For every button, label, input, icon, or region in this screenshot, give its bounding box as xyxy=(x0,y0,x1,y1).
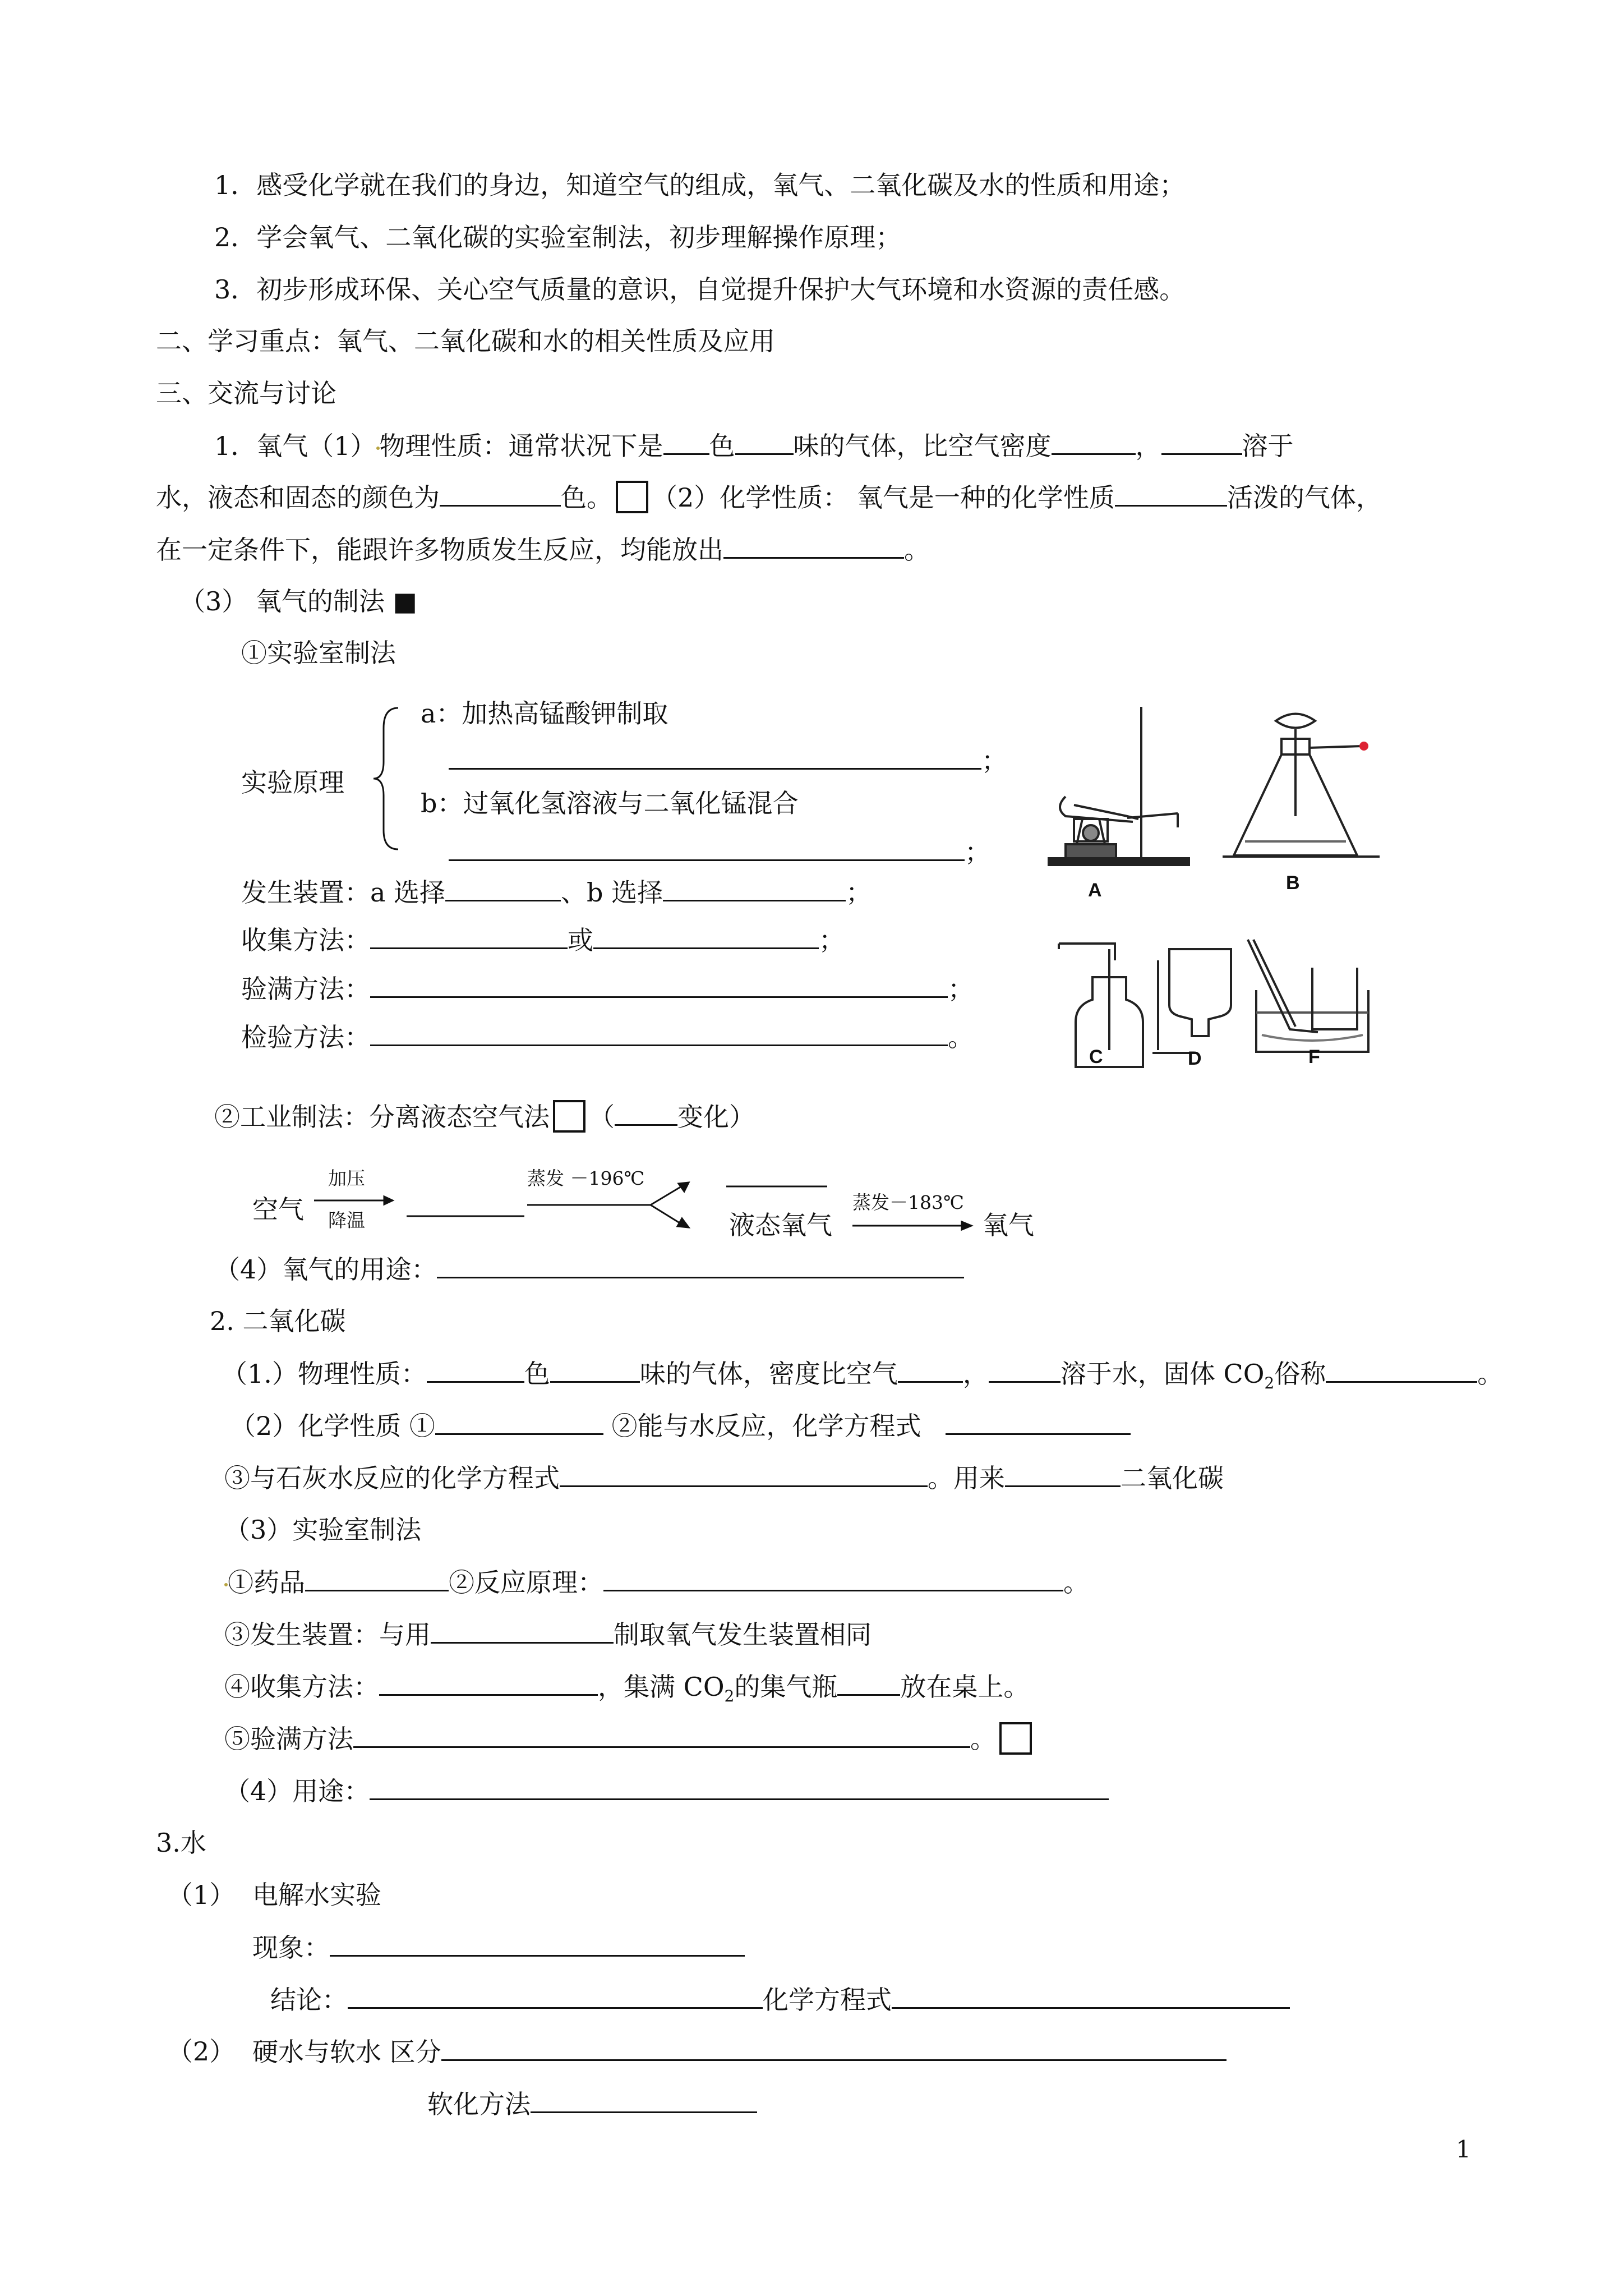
blank-water-equation[interactable] xyxy=(892,1982,1290,2009)
phenomenon-label: 现象： xyxy=(252,1932,330,1963)
period: 。 xyxy=(948,1022,974,1052)
use-for-text: 。用来 xyxy=(928,1463,1005,1493)
flow-pressure: 加压 xyxy=(328,1167,365,1189)
blank-co2-drug[interactable] xyxy=(305,1565,449,1591)
blank-co2-device[interactable] xyxy=(431,1617,614,1644)
goal-3: 3．初步形成环保、关心空气质量的意识，自觉提升保护大气环境和水资源的责任感。 xyxy=(214,274,1186,305)
nickname-text: 俗称 xyxy=(1274,1359,1326,1389)
collect-label: 收集方法： xyxy=(241,925,370,955)
co2-device-label: ③发生装置：与用 xyxy=(224,1619,431,1650)
blank-oxygen-use[interactable] xyxy=(437,1252,964,1278)
semicolon: ； xyxy=(819,925,845,955)
equation-label: 化学方程式 xyxy=(763,1985,892,2015)
principle-b-line xyxy=(449,835,990,869)
blank-co2-nickname[interactable] xyxy=(1326,1356,1477,1383)
oxygen-use-line xyxy=(214,1252,964,1286)
blank-conclusion[interactable] xyxy=(348,1982,763,2009)
principle-a: a：加热高锰酸钾制取 xyxy=(421,698,668,729)
blank-change[interactable] xyxy=(615,1099,677,1126)
oxygen-number: 1．氧气（1） xyxy=(214,431,376,461)
soften-label: 软化方法 xyxy=(427,2089,531,2119)
semicolon: ； xyxy=(846,877,872,908)
subscript-2: 2 xyxy=(1264,1374,1275,1393)
goal-1: 1．感受化学就在我们的身边，知道空气的组成，氧气、二氧化碳及水的性质和用途； xyxy=(214,170,1186,200)
figure-label-f: F xyxy=(1308,1046,1320,1068)
co2-drug-label: ①药品 xyxy=(228,1567,305,1598)
period: 。 xyxy=(1063,1567,1089,1598)
co2-device-line xyxy=(224,1617,872,1651)
co2-chem-label: （2）化学性质 ① xyxy=(230,1411,435,1441)
blank-co2-reaction[interactable] xyxy=(603,1565,1063,1591)
blank-co2-smell[interactable] xyxy=(550,1356,640,1383)
comma: ， xyxy=(962,1359,989,1389)
conclusion-line xyxy=(270,1982,1290,2017)
blank-solubility[interactable] xyxy=(1161,429,1242,455)
device-line xyxy=(241,875,872,909)
blank-collect-1[interactable] xyxy=(370,923,568,949)
blank-co2-chem-1[interactable] xyxy=(435,1409,603,1435)
figure-label-a: A xyxy=(1088,880,1102,901)
blank-co2-detect[interactable] xyxy=(1005,1461,1121,1487)
blank-collect-2[interactable] xyxy=(593,923,819,949)
blank-co2-lime-equation[interactable] xyxy=(560,1461,928,1487)
co2-bottle-text: 的集气瓶 xyxy=(734,1672,838,1702)
physical-label: 物理性质：通常状况下是 xyxy=(379,431,663,461)
full-line xyxy=(241,972,974,1006)
co2-table-text: 放在桌上。 xyxy=(900,1672,1030,1702)
blank-co2-water-equation[interactable] xyxy=(946,1409,1131,1435)
blank-co2-placement[interactable] xyxy=(837,1669,900,1696)
apparatus-d-bottle xyxy=(1147,938,1253,1061)
co2-lime-text: ③与石灰水反应的化学方程式 xyxy=(224,1463,560,1493)
blank-co2-color[interactable] xyxy=(427,1356,524,1383)
oxygen-use-label: （4）氧气的用途： xyxy=(214,1254,437,1285)
blank-co2-solubility[interactable] xyxy=(989,1356,1061,1383)
co2-collect-text: ，集满 CO xyxy=(598,1672,725,1702)
check-line xyxy=(241,1020,974,1054)
blank-co2-density[interactable] xyxy=(898,1356,963,1383)
period: 。 xyxy=(970,1724,996,1754)
blank-device-a[interactable] xyxy=(445,875,561,901)
blank-soften[interactable] xyxy=(531,2087,757,2113)
hard-soft-label: 硬水与软水 区分 xyxy=(252,2037,441,2067)
water-title: 3.水 xyxy=(156,1828,206,1858)
apparatus-b-flask xyxy=(1223,704,1391,867)
co2-full-line xyxy=(224,1722,1035,1756)
blank-check[interactable] xyxy=(370,1020,948,1046)
section-discussion: 三、交流与讨论 xyxy=(156,378,336,408)
checkbox[interactable] xyxy=(553,1100,585,1133)
active-gas-text: 活泼的气体， xyxy=(1227,482,1382,513)
hard-soft-number: （2） xyxy=(167,2036,236,2067)
electrolysis-number: （1） xyxy=(167,1880,236,1910)
oxygen-physical-line xyxy=(214,429,1294,463)
co2-physical-label: （1.）物理性质： xyxy=(222,1359,427,1389)
figure-label-d: D xyxy=(1188,1048,1202,1069)
co2-use-line xyxy=(224,1774,1109,1808)
co2-drug-line xyxy=(224,1565,1089,1599)
figure-label-b: B xyxy=(1286,872,1300,894)
semicolon: ； xyxy=(948,974,974,1004)
conclusion-label: 结论： xyxy=(270,1985,348,2015)
industry-text: ②工业制法：分离液态空气法 xyxy=(214,1102,550,1132)
oxygen-preparation-title: （3） 氧气的制法 ■ xyxy=(179,586,417,616)
co2-use-label: （4）用途： xyxy=(224,1776,370,1806)
release-text: 在一定条件下，能跟许多物质发生反应，均能放出 xyxy=(156,535,723,565)
co2-collect-line xyxy=(224,1669,1029,1713)
co2-chem-line xyxy=(230,1409,1131,1443)
principle-label: 实验原理 xyxy=(241,767,344,798)
co2-device-text: 制取氧气发生装置相同 xyxy=(614,1619,872,1650)
or-word: 或 xyxy=(568,925,593,955)
blank-co2-use[interactable] xyxy=(370,1774,1109,1800)
apparatus-c-bottle xyxy=(1053,938,1154,1073)
paren-open: （ xyxy=(589,1102,615,1132)
blank-device-b[interactable] xyxy=(663,875,846,901)
checkbox[interactable] xyxy=(999,1722,1032,1755)
device-a-text: 发生装置：a 选择 xyxy=(241,877,446,908)
semicolon: ； xyxy=(981,746,1007,776)
electrolysis-title: 电解水实验 xyxy=(252,1880,381,1910)
blank-color[interactable] xyxy=(663,429,709,455)
apparatus-a-heating xyxy=(1043,701,1211,869)
period: 。 xyxy=(1477,1359,1504,1389)
blank-distinguish[interactable] xyxy=(441,2035,1227,2061)
flow-o2: 氧气 xyxy=(983,1210,1034,1240)
co2-word: 二氧化碳 xyxy=(1121,1463,1224,1493)
flow-evap-196: 蒸发 －196℃ xyxy=(527,1167,645,1189)
co2-lime-line xyxy=(224,1461,1224,1495)
co2-reaction-label: ②反应原理： xyxy=(449,1567,603,1598)
apparatus-f-trough xyxy=(1245,934,1374,1063)
semicolon: ； xyxy=(965,837,990,867)
checkbox[interactable] xyxy=(616,481,648,513)
color-word-2: 色。 xyxy=(561,482,612,513)
soften-line xyxy=(427,2087,757,2121)
flow-liquid-o2: 液态氧气 xyxy=(729,1210,832,1240)
co2-color-word: 色 xyxy=(524,1359,550,1389)
figure-label-c: C xyxy=(1089,1046,1103,1068)
blank-equation-a[interactable] xyxy=(449,743,981,770)
blank-liquid-color[interactable] xyxy=(440,480,561,507)
collect-line xyxy=(241,923,845,957)
co2-title: 2. 二氧化碳 xyxy=(210,1306,346,1336)
phenomenon-line xyxy=(252,1930,745,1964)
blank-density[interactable] xyxy=(1052,429,1136,455)
blank-co2-collect[interactable] xyxy=(379,1669,598,1696)
change-text: 变化） xyxy=(677,1102,755,1132)
blank-smell[interactable] xyxy=(735,429,794,455)
blank-co2-full[interactable] xyxy=(353,1722,970,1748)
flow-evap-183: 蒸发－183℃ xyxy=(852,1191,964,1213)
co2-lab-title: （3）实验室制法 xyxy=(224,1515,422,1545)
period: 。 xyxy=(904,535,930,565)
comma: ， xyxy=(1135,431,1161,461)
oxygen-line-2 xyxy=(156,480,1382,514)
full-label: 验满方法： xyxy=(241,974,370,1004)
goal-2: 2．学会氧气、二氧化碳的实验室制法，初步理解操作原理； xyxy=(214,222,902,252)
section-key-points: 二、学习重点：氧气、二氧化碳和水的相关性质及应用 xyxy=(156,326,775,356)
blank-activity[interactable] xyxy=(1115,480,1227,507)
oxygen-line-3 xyxy=(156,532,930,567)
flow-arrows xyxy=(314,1178,998,1257)
check-label: 检验方法： xyxy=(241,1022,370,1052)
flow-cool: 降温 xyxy=(328,1209,365,1231)
co2-full-label: ⑤验满方法 xyxy=(224,1724,353,1754)
co2-physical-line xyxy=(222,1356,1503,1400)
liquid-color-text: 水，液态和固态的颜色为 xyxy=(156,482,440,513)
subscript-2: 2 xyxy=(724,1687,735,1706)
lab-preparation-title: ①实验室制法 xyxy=(241,638,396,668)
brace xyxy=(370,706,404,852)
blank-full[interactable] xyxy=(370,972,948,998)
dissolve-text: 溶于 xyxy=(1242,431,1294,461)
blank-release[interactable] xyxy=(723,532,904,559)
smell-text: 味的气体，比空气密度 xyxy=(793,431,1052,461)
chem-property-text: （2）化学性质： 氧气是一种的化学性质 xyxy=(652,482,1115,513)
hard-soft-line xyxy=(252,2035,1227,2069)
blank-phenomenon[interactable] xyxy=(330,1930,745,1957)
co2-water-text: ②能与水反应，化学方程式 xyxy=(611,1411,921,1441)
co2-collect-label: ④收集方法： xyxy=(224,1672,379,1702)
color-word: 色 xyxy=(709,431,735,461)
page-number: 1 xyxy=(1456,2136,1471,2163)
principle-b: b：过氧化氢溶液与二氧化锰混合 xyxy=(421,788,799,818)
co2-smell-text: 味的气体，密度比空气 xyxy=(639,1359,898,1389)
flow-air: 空气 xyxy=(252,1194,304,1225)
blank-equation-b[interactable] xyxy=(449,835,965,861)
co2-dissolve-text: 溶于水，固体 CO xyxy=(1060,1359,1265,1389)
principle-a-line xyxy=(449,743,1007,777)
device-b-text: 、b 选择 xyxy=(561,877,663,908)
industry-line xyxy=(214,1099,755,1134)
